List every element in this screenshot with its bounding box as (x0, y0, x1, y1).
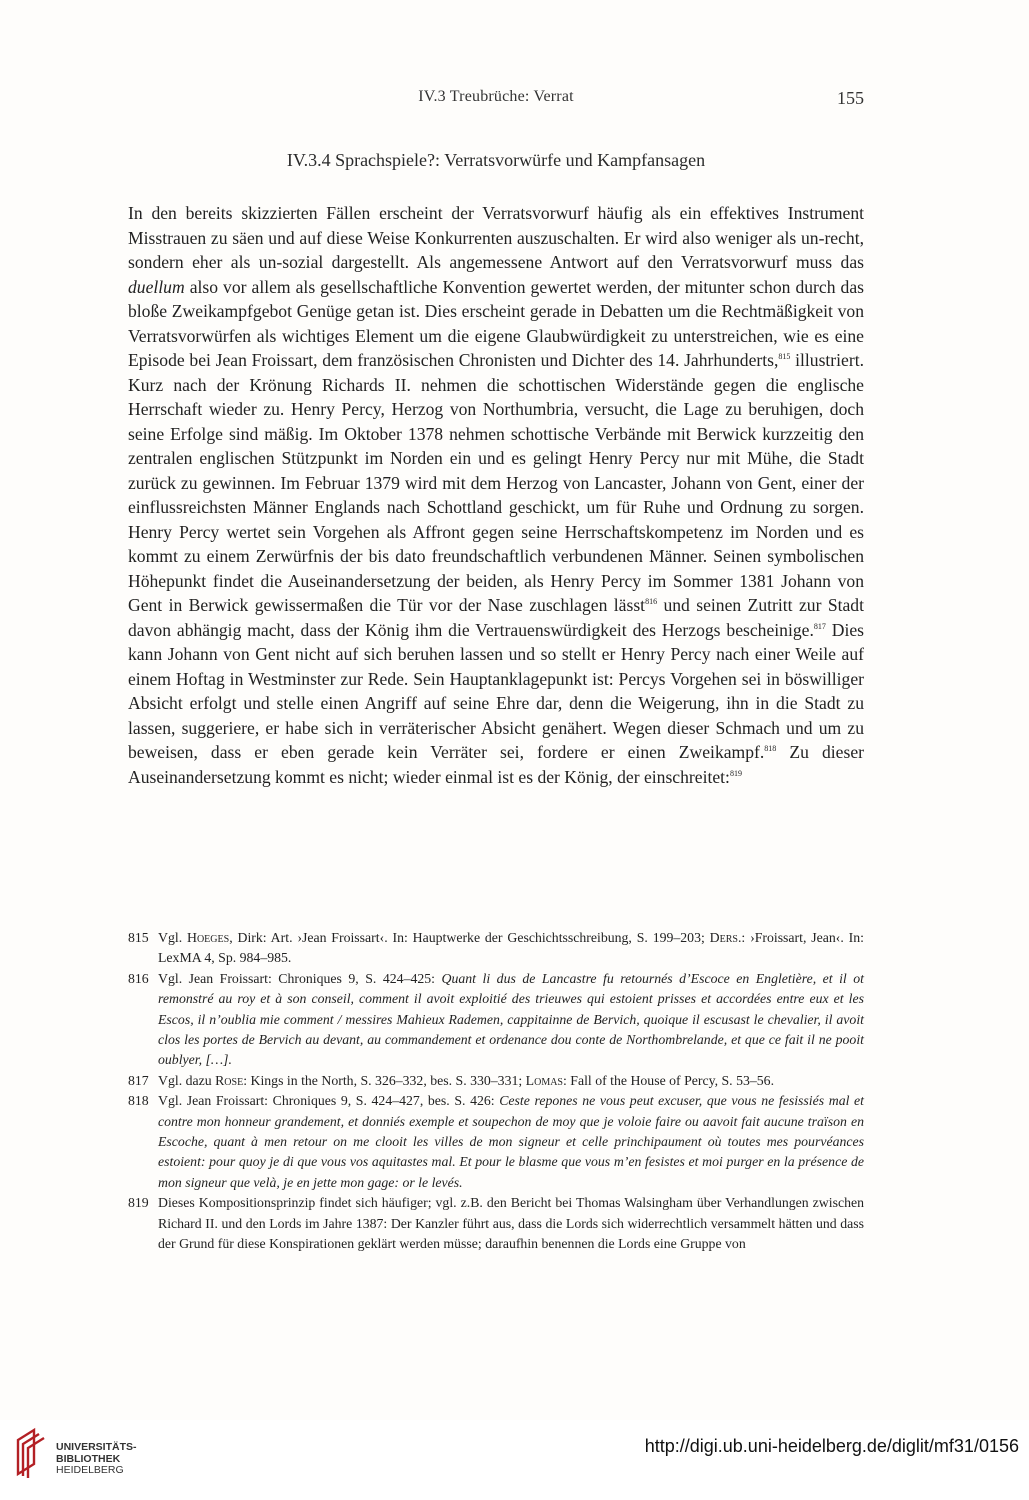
page-number: 155 (837, 88, 864, 108)
library-logo-icon[interactable] (12, 1426, 48, 1478)
footnote-text (158, 1071, 864, 1091)
body-text-part: Dies kann Johann von Gent nicht auf sich beruhen lassen und so stellt er Henry Percy nach einer Weile auf einem Hoftag in Westminster zur Rede. Sein Hauptanklagepunkt ist: Percys Vorgehen sei in böswilliger Absicht erfolgt und stelle einen Angriff auf seine Ehre dar, denn die Weigerung, ihn in die Stadt zu lassen, suggeriere, er habe sich in verräterischer Absicht genähert. Wegen dieser Schmach und um zu beweisen, dass er eben gerade kein Verräter sei, fordere er einen Zweikampf. (128, 619, 864, 762)
permalink-url[interactable]: http://digi.ub.uni-heidelberg.de/diglit/mf31/0156 (644, 1436, 1019, 1456)
footnote-number: 818 (128, 1093, 149, 1109)
footnote-text-part: : Kings in the North, S. 326–332, bes. S. 330–331; (243, 1072, 526, 1088)
footnote-number: 815 (128, 930, 149, 945)
footnote-text-part: , Dirk: Art. ›Jean Froissart‹. In: Hauptwerke der Geschichtsschreibung, S. 199–203; (229, 930, 710, 945)
footnote-816 (128, 969, 864, 1071)
footnotes (128, 928, 864, 1255)
body-text-part: und seinen Zutritt zur Stadt davon abhängig macht, dass der König ihm die Vertrauenswürdigkeit des Herzogs bescheinige. (128, 595, 864, 640)
footnote-ref-818[interactable]: 818 (764, 744, 777, 753)
footnote-ref-817[interactable]: 817 (813, 621, 826, 631)
footnote-text (158, 1091, 864, 1193)
footnote-text-part: Vgl. Jean Froissart: Chroniques 9, S. 424–425: (158, 970, 442, 986)
footnote-text-part: : ›Froissart, Jean‹. In: LexMA 4, Sp. 984–985. (158, 930, 864, 966)
footnote-number: 816 (128, 970, 149, 986)
body-text-part: In den bereits skizzierten Fällen erscheint der Verratsvorwurf häufig als ein effektives Instrument Misstrauen zu säen und auf diese Weise Konkurrenten auszuschalten. Er wird also weniger als un-recht, sondern eher als un-sozial dargestellt. Als angemessene Antwort auf den Verratsvorwurf muss das (128, 203, 864, 272)
author-name: Ders. (709, 930, 742, 945)
body-text-part: Zu dieser Auseinandersetzung kommt es nicht; wieder einmal ist es der König, der einschreitet: (128, 742, 864, 787)
footnote-817 (128, 1071, 864, 1091)
library-name-line: BIBLIOTHEK (56, 1452, 121, 1465)
library-name-line: HEIDELBERG (56, 1464, 124, 1476)
footnote-815 (128, 928, 864, 969)
footnote-text-part: Vgl. Jean Froissart: Chroniques 9, S. 424–427, bes. S. 426: (158, 1093, 500, 1109)
library-name (56, 1442, 137, 1477)
footnote-text (158, 928, 864, 969)
running-title: IV.3 Treubrüche: Verrat (418, 88, 574, 105)
body-paragraph (128, 201, 864, 789)
author-name: Hoeges (187, 930, 230, 945)
footnote-819 (128, 1193, 864, 1254)
author-name: Rose (215, 1072, 244, 1088)
body-text-part: illustriert. Kurz nach der Krönung Richards II. nehmen die schottischen Widerstände gegen die englische Herrschaft wieder zu. Henry Percy, Herzog von Northumbria, versucht, die Lage zu beruhigen, doch seine Erfolge sind mäßig. Im Oktober 1378 nehmen schottische Verbände mit Berwick kurzzeitig den zentralen englischen Stützpunkt im Norden ein und es gelingt Henry Percy nur mit Mühe, die Stadt zurück zu gewinnen. Im Februar 1379 wird mit dem Herzog von Lancaster, Johann von Gent, einer der einflussreichsten Männer Englands nach Schottland geschickt, um für Ruhe und Ordnung zu sorgen. Henry Percy wertet sein Vorgehen als Affront gegen seine Herrschaftskompetenz im Norden und es kommt zu einem Zerwürfnis der bis dato freundschaftlich verbundenen Männer. Seinen symbolischen Höhepunkt findet die Auseinandersetzung der beiden, als Henry Percy im Sommer 1381 Johann von Gent in Berwick gewissermaßen die Tür vor der Nase zuschlagen lässt (128, 350, 865, 615)
footnote-quote: Ceste repones ne vous peut excuser, que vous ne fesissiés mal et contre mon honneur grandement, et donniés exemple et soupechon de moy que je voloie faire ou aavoit fait aucune traïson en Escoche, quant à men retour on me clooit les villes de mon signeur et celle princhipaument où toutes mes pourvéances estoient: pour quoy je di que vous vos aquitastes mal. Et pour le blasme que vous m’en fesistes et moi purger en la présence de mon signeur que velà, je en jette mon gage: or le levés. (158, 1093, 864, 1190)
footnote-text (158, 969, 864, 1071)
viewer-footer (0, 1420, 1029, 1500)
body-text-part: also vor allem als gesellschaftliche Konvention gewertet werden, der mitunter schon durch das bloße Zweikampfgebot Genüge getan ist. Dies erscheint gerade in Debatten um die Rechtmäßigkeit von Verratsvorwürfen als wichtiges Element um die eigene Glaubwürdigkeit zu unterstreichen, wie es eine Episode bei Jean Froissart, dem französischen Chronisten und Dichter des 14. Jahrhunderts, (128, 276, 864, 370)
section-heading: IV.3.4 Sprachspiele?: Verratsvorwürfe und Kampfansagen (286, 150, 706, 170)
author-name: Lomas (525, 1072, 563, 1088)
footnote-number: 819 (128, 1195, 149, 1211)
footnote-818 (128, 1091, 864, 1193)
running-head (128, 88, 864, 114)
footnote-quote: Quant li dus de Lancastre fu retournés d’Escoce en Engletière, et il ot remonstré au roy et à son conseil, comment il avoit exploitié des trieuwes qui estoient prisses et accordées entre eux et les Escos, il n’oublia mie comment / messires Mahieux Rademen, cappitainne de Bervich, quoique il escusast le chevalier, il avoit clos les portes de Bervich au devant, au commandement et ordenance dou conte de Northombrelande, et que ce fait il ne pooit oublyer, […]. (158, 970, 865, 1068)
body-italic-term: duellum (128, 276, 185, 297)
footnote-ref-816[interactable]: 816 (645, 597, 658, 606)
footnote-ref-815[interactable]: 815 (778, 352, 791, 361)
footnote-ref-819[interactable]: 819 (729, 768, 742, 778)
footnote-number: 817 (128, 1072, 149, 1088)
footnote-text-part: : Fall of the House of Percy, S. 53–56. (563, 1072, 775, 1088)
footnote-text-part: Vgl. (158, 930, 187, 945)
footnote-text: Dieses Kompositionsprinzip findet sich häufiger; vgl. z.B. den Bericht bei Thomas Walsingham über Verhandlungen zwischen Richard II. und den Lords im Jahre 1387: Der Kanzler führt aus, dass die Lords sich widerrechtlich versammelt hätten und dass der Grund für diese Konspirationen geklärt werden müsse; daraufhin benennen die Lords eine Gruppe von (158, 1195, 864, 1252)
library-name-line: UNIVERSITÄTS- (56, 1441, 137, 1453)
footnote-text-part: Vgl. dazu (158, 1072, 216, 1088)
